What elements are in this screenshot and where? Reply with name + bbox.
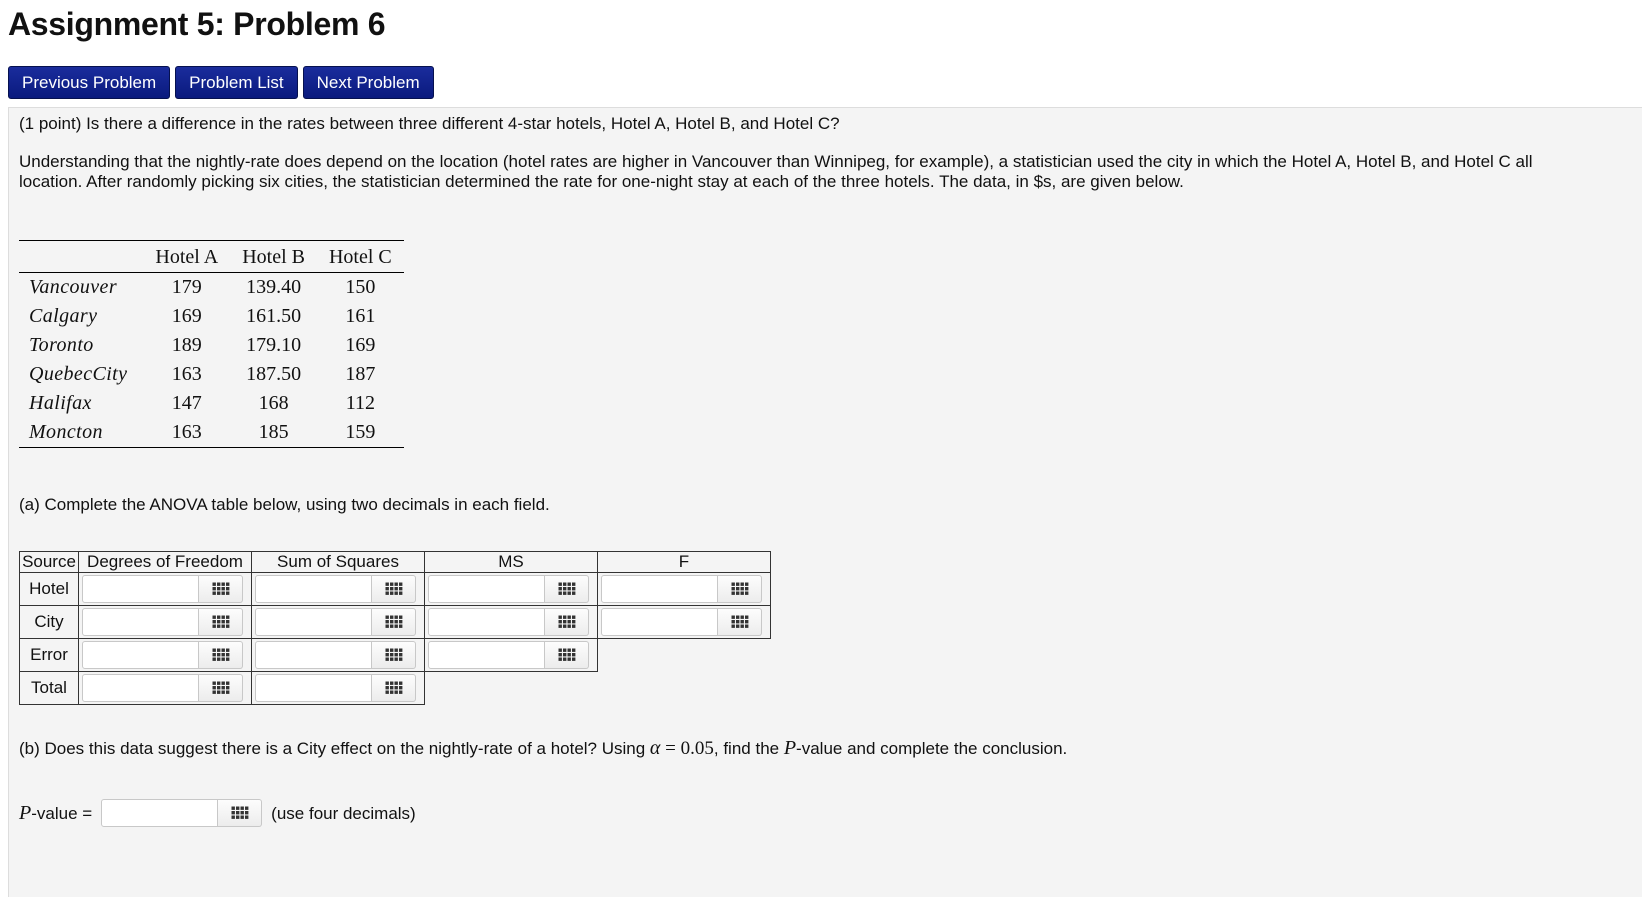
anova-row-total <box>20 672 771 705</box>
rate-value: 139.40 <box>246 276 302 298</box>
anova-table <box>19 551 771 705</box>
equation-editor-icon[interactable] <box>372 575 416 603</box>
part-b-question: (b) Does this data suggest there is a City effect on the nightly-rate of a hotel? Using α = 0.05, find the P-value and complete the conclusion. <box>19 737 1068 759</box>
rate-value: 179 <box>171 276 202 298</box>
problem-body <box>8 107 1642 897</box>
anova-row-hotel <box>20 573 771 606</box>
hotel-rates-table <box>19 240 404 448</box>
rate-value: 169 <box>171 305 202 327</box>
p-value-label: P-value = <box>19 801 93 824</box>
city-name: Vancouver <box>29 276 118 298</box>
rate-value: 161.50 <box>246 305 302 327</box>
rate-value: 150 <box>345 276 376 298</box>
anova-header: Source <box>20 552 79 573</box>
anova-row-city <box>20 606 771 639</box>
table-row <box>19 302 404 331</box>
data-table-header: Hotel A <box>143 241 230 273</box>
rate-value: 112 <box>345 392 375 414</box>
anova-header: F <box>598 552 771 573</box>
equation-editor-icon[interactable] <box>372 641 416 669</box>
rate-value: 169 <box>345 334 376 356</box>
anova-source-label: City <box>20 606 79 639</box>
table-row <box>19 360 404 389</box>
table-row <box>19 418 404 448</box>
problem-paragraph-line2: location. After randomly picking six cities, the statistician determined the rate for one-night stay at each of the three hotels. The data, in $s, are given below. <box>19 172 1184 191</box>
hotel-df-input[interactable] <box>82 575 199 603</box>
equation-editor-icon[interactable] <box>199 641 243 669</box>
part-a-instructions: (a) Complete the ANOVA table below, using two decimals in each field. <box>19 495 550 514</box>
equation-editor-icon[interactable] <box>199 608 243 636</box>
equation-editor-icon[interactable] <box>372 608 416 636</box>
equation-editor-icon[interactable] <box>545 641 589 669</box>
page-title: Assignment 5: Problem 6 <box>8 6 386 42</box>
rate-value: 159 <box>345 421 376 443</box>
equation-editor-icon[interactable] <box>218 799 262 827</box>
anova-header-row <box>20 552 771 573</box>
city-name: Halifax <box>29 392 92 414</box>
problem-list-button[interactable]: Problem List <box>175 66 297 99</box>
problem-paragraph-line1: Understanding that the nightly-rate does depend on the location (hotel rates are higher in Vancouver than Winnipeg, for example), a statistician used the city in which the Hotel A, Hotel B, and Hotel C all <box>19 152 1533 171</box>
table-row <box>19 331 404 360</box>
city-ss-input[interactable] <box>255 608 372 636</box>
anova-source-label: Error <box>20 639 79 672</box>
equation-editor-icon[interactable] <box>199 575 243 603</box>
anova-header: Sum of Squares <box>252 552 425 573</box>
city-name: QuebecCity <box>29 363 128 385</box>
rate-value: 147 <box>171 392 202 414</box>
city-name: Toronto <box>29 334 94 356</box>
hotel-ss-input[interactable] <box>255 575 372 603</box>
data-table-header: Hotel C <box>317 241 404 273</box>
equation-editor-icon[interactable] <box>718 575 762 603</box>
total-ss-input[interactable] <box>255 674 372 702</box>
total-df-input[interactable] <box>82 674 199 702</box>
rate-value: 163 <box>171 421 202 443</box>
error-ss-input[interactable] <box>255 641 372 669</box>
equation-editor-icon[interactable] <box>545 575 589 603</box>
p-value-hint: (use four decimals) <box>271 803 416 823</box>
previous-problem-button[interactable]: Previous Problem <box>8 66 170 99</box>
data-table-header <box>19 241 143 273</box>
equation-editor-icon[interactable] <box>372 674 416 702</box>
city-name: Moncton <box>29 421 103 443</box>
p-value-row <box>19 797 416 829</box>
table-row <box>19 273 404 303</box>
error-ms-input[interactable] <box>428 641 545 669</box>
p-value-input[interactable] <box>101 799 218 827</box>
city-ms-input[interactable] <box>428 608 545 636</box>
rate-value: 161 <box>345 305 376 327</box>
anova-source-label: Hotel <box>20 573 79 606</box>
rate-value: 185 <box>258 421 289 443</box>
data-table-header: Hotel B <box>230 241 317 273</box>
anova-header: MS <box>425 552 598 573</box>
problem-intro: (1 point) Is there a difference in the rates between three different 4-star hotels, Hotel A, Hotel B, and Hotel C? <box>19 114 840 133</box>
city-f-input[interactable] <box>601 608 718 636</box>
anova-source-label: Total <box>20 672 79 705</box>
hotel-f-input[interactable] <box>601 575 718 603</box>
data-table-header-row <box>19 241 404 273</box>
equation-editor-icon[interactable] <box>199 674 243 702</box>
anova-header: Degrees of Freedom <box>79 552 252 573</box>
city-name: Calgary <box>29 305 98 327</box>
rate-value: 187.50 <box>246 363 302 385</box>
error-df-input[interactable] <box>82 641 199 669</box>
rate-value: 163 <box>171 363 202 385</box>
table-row <box>19 389 404 418</box>
equation-editor-icon[interactable] <box>718 608 762 636</box>
hotel-ms-input[interactable] <box>428 575 545 603</box>
anova-row-error <box>20 639 771 672</box>
equation-editor-icon[interactable] <box>545 608 589 636</box>
rate-value: 179.10 <box>246 334 302 356</box>
rate-value: 187 <box>345 363 376 385</box>
city-df-input[interactable] <box>82 608 199 636</box>
next-problem-button[interactable]: Next Problem <box>303 66 434 99</box>
rate-value: 168 <box>258 392 289 414</box>
problem-navigation <box>8 66 434 99</box>
rate-value: 189 <box>171 334 202 356</box>
